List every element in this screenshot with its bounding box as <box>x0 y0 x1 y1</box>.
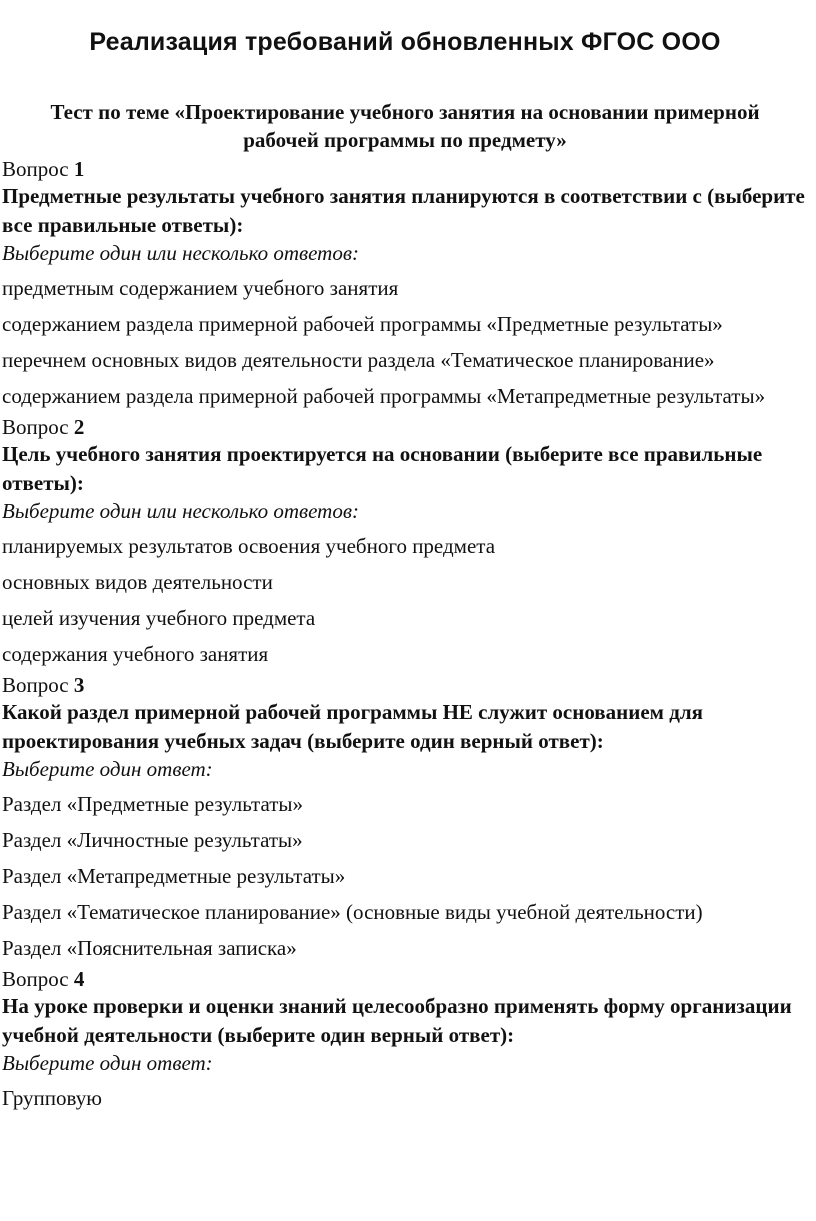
answer-option-text: Раздел «Личностные результаты» <box>2 828 303 852</box>
question-text: На уроке проверки и оценки знаний целесообразно применять форму организации учебной деятельности (выберите один верный ответ): <box>2 994 792 1047</box>
answer-option[interactable] <box>2 602 808 634</box>
answer-option[interactable] <box>2 788 808 820</box>
question-number-value: 3 <box>73 673 85 697</box>
answer-options <box>2 272 808 412</box>
question-instruction: Выберите один ответ: <box>2 757 213 781</box>
question-block <box>2 966 808 1114</box>
answer-option[interactable] <box>2 932 808 964</box>
answer-option-text: Раздел «Тематическое планирование» (основные виды учебной деятельности) <box>2 900 703 924</box>
answer-option[interactable] <box>2 638 808 670</box>
answer-option-text: планируемых результатов освоения учебного предмета <box>2 534 496 558</box>
question-number <box>2 966 808 992</box>
answer-option[interactable] <box>2 344 808 376</box>
question-number <box>2 414 808 440</box>
question-label: Вопрос <box>2 967 69 991</box>
answer-option-text: Раздел «Предметные результаты» <box>2 792 304 816</box>
question-text: Предметные результаты учебного занятия планируются в соответствии с (выберите все правильные ответы): <box>2 184 805 237</box>
answer-option-text: Раздел «Пояснительная записка» <box>2 936 297 960</box>
answer-options <box>2 788 808 964</box>
answer-option[interactable] <box>2 380 808 412</box>
question-text: Какой раздел примерной рабочей программы НЕ служит основанием для проектирования учебных задач (выберите один верный ответ): <box>2 700 703 753</box>
questions-list <box>2 156 808 1114</box>
answer-option-text: целей изучения учебного предмета <box>2 606 316 630</box>
answer-option-text: содержанием раздела примерной рабочей программы «Метапредметные результаты» <box>2 384 766 408</box>
question-text: Цель учебного занятия проектируется на основании (выберите все правильные ответы): <box>2 442 763 495</box>
question-number-value: 1 <box>73 157 85 181</box>
answer-option-text: содержанием раздела примерной рабочей программы «Предметные результаты» <box>2 312 723 336</box>
answer-option-text: основных видов деятельности <box>2 570 273 594</box>
answer-option[interactable] <box>2 1082 808 1114</box>
answer-option[interactable] <box>2 566 808 598</box>
question-number <box>2 672 808 698</box>
question-block <box>2 414 808 670</box>
question-number-value: 4 <box>73 967 85 991</box>
answer-option[interactable] <box>2 896 808 928</box>
question-instruction: Выберите один или несколько ответов: <box>2 241 359 265</box>
question-instruction: Выберите один ответ: <box>2 1051 213 1075</box>
answer-option[interactable] <box>2 530 808 562</box>
answer-option-text: Раздел «Метапредметные результаты» <box>2 864 346 888</box>
page-header-title: Реализация требований обновленных ФГОС ООО <box>89 28 721 56</box>
question-number-value: 2 <box>73 415 85 439</box>
question-block <box>2 672 808 964</box>
answer-option-text: содержания учебного занятия <box>2 642 269 666</box>
question-block <box>2 156 808 412</box>
question-number <box>2 156 808 182</box>
answer-option[interactable] <box>2 824 808 856</box>
question-label: Вопрос <box>2 673 69 697</box>
answer-options <box>2 530 808 670</box>
answer-option[interactable] <box>2 860 808 892</box>
answer-option[interactable] <box>2 308 808 340</box>
answer-option-text: предметным содержанием учебного занятия <box>2 276 399 300</box>
test-title: Тест по теме «Проектирование учебного занятия на основании примерной рабочей программы по предмету» <box>50 100 760 152</box>
answer-options <box>2 1082 808 1114</box>
answer-option-text: Групповую <box>2 1086 102 1110</box>
question-label: Вопрос <box>2 157 69 181</box>
question-instruction: Выберите один или несколько ответов: <box>2 499 359 523</box>
answer-option-text: перечнем основных видов деятельности раздела «Тематическое планирование» <box>2 348 715 372</box>
question-label: Вопрос <box>2 415 69 439</box>
answer-option[interactable] <box>2 272 808 304</box>
